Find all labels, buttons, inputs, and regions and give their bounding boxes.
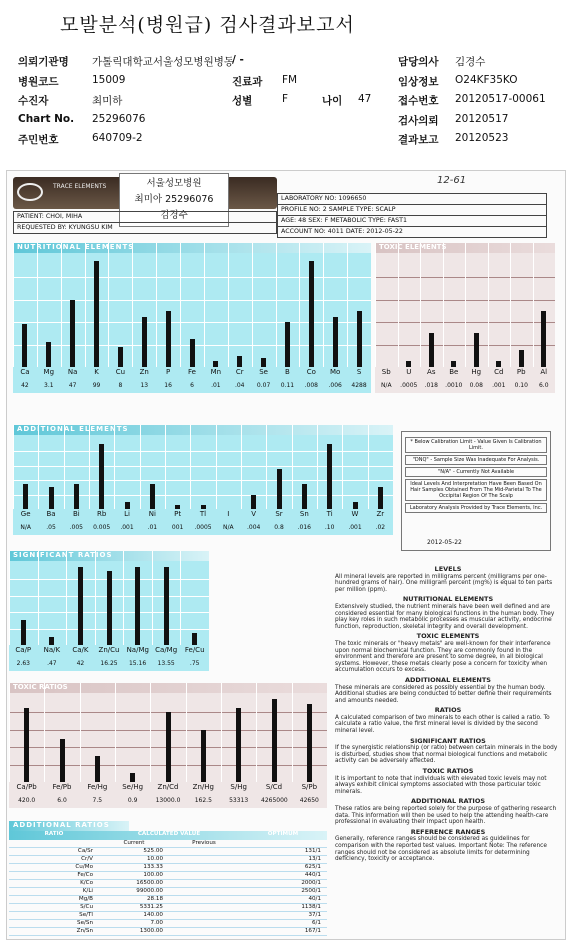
grid-line (13, 495, 393, 496)
value-Se/Hg: 0.9 (127, 797, 138, 804)
label-V: V (251, 510, 257, 518)
label-Mn: Mn (210, 368, 222, 376)
header-l3-0: 담당의사 (398, 56, 439, 68)
value-Hg: 0.08 (469, 382, 483, 389)
bar-Hg (474, 333, 479, 367)
value-Rb: 0.005 (93, 524, 111, 531)
column-divider (165, 425, 166, 509)
label-K: K (94, 368, 99, 376)
section-heading: TOXIC RATIOS (422, 767, 474, 776)
label-Na/Mg: Na/Mg (126, 646, 149, 654)
label-Pt: Pt (174, 510, 182, 518)
column-divider (252, 243, 253, 367)
bar-Be (451, 361, 456, 367)
scanned-report (6, 170, 566, 940)
header-l2b-2: 나이 (322, 95, 343, 107)
label-Na: Na (67, 368, 78, 376)
bar-Zn/Cd (166, 712, 171, 782)
label-Fe/Pb: Fe/Pb (52, 783, 72, 791)
header-l3-4: 결과보고 (398, 134, 439, 146)
label-Sr: Sr (275, 510, 283, 518)
label-Bi: Bi (72, 510, 80, 518)
bar-Na (70, 300, 75, 367)
bar-Pb (519, 350, 524, 367)
value-Co: .008 (304, 382, 318, 389)
value-Fe/Cu: .75 (189, 660, 200, 667)
column-divider (204, 243, 205, 367)
bar-Fe/Pb (60, 739, 65, 783)
label-Rb: Rb (97, 510, 107, 518)
label-Zn/Cu: Zn/Cu (98, 646, 120, 654)
section-text: Generally, reference ranges should be considered as guidelines for comparison with the reported test values. Important Note: The reference ranges should not be considered as absolute limits for determining deficiency, toxicity or acceptance. (335, 836, 547, 863)
value-Al: 6.0 (538, 382, 549, 389)
header-v2b-2: 47 (358, 93, 372, 105)
value-Ca/Pb: 420.0 (18, 797, 36, 804)
bar-Ca (22, 324, 27, 367)
column-divider (317, 425, 318, 509)
column-divider (488, 243, 489, 367)
grid-line (13, 466, 393, 467)
section-text: These ratios are being reported solely for the purpose of gathering research data. This information will then be used to help the attending health-care professional in evaluating their impact upon health. (335, 806, 557, 826)
toxic-elements-chart: TOXIC ELEMENTS Sb N/A U .0005 As .018 Be .0010 Hg 0.08 Cd .001 Pb 0.10 Al 6.0 (375, 243, 555, 393)
value-Cu: 8 (118, 382, 123, 389)
toxic-ratios-chart: TOXIC RATIOS Ca/Pb 420.0 Fe/Pb 6.0 Fe/Hg 7.5 Se/Hg 0.9 Zn/Cd 13000.0 Zn/Hg 162.5 S/Hg 53313 S/Cd 4265000 S/Pb 42650 (9, 683, 327, 808)
bar-Ca/P (21, 620, 26, 645)
column-divider (292, 683, 293, 782)
ratio-row: Se/Sn 7.00 6/1 (9, 920, 327, 928)
bar-V (251, 495, 256, 509)
column-divider (61, 243, 62, 367)
column-divider (80, 683, 81, 782)
column-divider (241, 425, 242, 509)
header-v3-2: 20120517-00061 (455, 93, 546, 105)
column-divider (89, 425, 90, 509)
ratio-row: K/Co 16500.00 2000/1 (9, 880, 327, 888)
patient-table (13, 211, 277, 233)
label-Fe: Fe (188, 368, 196, 376)
grid-line (13, 451, 393, 452)
section-heading: RATIOS (434, 706, 462, 715)
ratio-row: Zn/Sn 1300.00 167/1 (9, 928, 327, 936)
value-Be: .0010 (445, 382, 463, 389)
header-v2-1: FM (282, 73, 298, 86)
value-S/Cd: 4265000 (261, 797, 288, 804)
value-Ge: N/A (20, 524, 31, 531)
label-Fe/Hg: Fe/Hg (87, 783, 108, 791)
column-divider (115, 683, 116, 782)
section-text: If the synergistic relationship (or ratio) between certain minerals in the body is disturbed, studies show that normal biological functions and metabolic activity can be adversely affected. (335, 745, 558, 765)
value-Pt: 001 (171, 524, 184, 531)
value-Ca: 42 (21, 382, 29, 389)
section-heading: ADDITIONAL RATIOS (410, 797, 486, 806)
column-divider (66, 551, 67, 645)
value-Li: .001 (120, 524, 134, 531)
bar-As (429, 333, 434, 367)
label-I: I (227, 510, 230, 518)
label-Ca/Pb: Ca/Pb (16, 783, 37, 791)
value-Ca/K: 42 (76, 660, 85, 667)
bar-Mo (333, 317, 338, 367)
bar-Zn/Hg (201, 730, 206, 782)
label-S/Cd: S/Cd (265, 783, 283, 791)
column-divider (216, 425, 217, 509)
section-heading: REFERENCE RANGES (410, 827, 486, 836)
bar-P (166, 311, 171, 367)
header-v3-4: 20120523 (455, 132, 509, 144)
nutritional-elements-chart: NUTRITIONAL ELEMENTS Ca 42 Mg 3.1 Na 47 K 99 Cu 8 Zn 13 P 16 Fe 6 Mn .01 Cr .04 Se 0.07 B 0.11 Co .008 Mo .006 S 4288 (13, 243, 371, 393)
label-Mo: Mo (330, 368, 341, 376)
bar-Fe/Hg (95, 756, 100, 782)
column-divider (443, 243, 444, 367)
label-Se/Hg: Se/Hg (122, 783, 144, 791)
ratio-row: Mg/B 28.18 40/1 (9, 896, 327, 904)
value-As: .018 (424, 382, 438, 389)
value-S: 4288 (351, 382, 367, 389)
column-divider (108, 243, 109, 367)
column-divider (38, 425, 39, 509)
column-divider (140, 425, 141, 509)
ratio-subheader: Current Previous (9, 840, 327, 848)
label-Zn/Hg: Zn/Hg (192, 783, 214, 791)
label-Zr: Zr (376, 510, 385, 518)
value-B: 0.11 (280, 382, 295, 389)
column-divider (420, 243, 421, 367)
value-Ba: .05 (46, 524, 56, 531)
value-Fe: 6 (190, 382, 194, 389)
value-P: 16 (164, 382, 172, 389)
value-Pb: 0.10 (514, 382, 528, 389)
label-Ca/P: Ca/P (15, 646, 32, 654)
value-Zn: 13 (140, 382, 149, 389)
bar-Na/Mg (135, 567, 140, 645)
label-Cr: Cr (235, 368, 244, 376)
ratio-row: Ca/Sr 525.00 131/1 (9, 848, 327, 856)
bar-S/Cd (272, 699, 277, 782)
column-divider (132, 243, 133, 367)
column-divider (156, 243, 157, 367)
legend-box: * Below Calibration Limit - Value Given Is Calibration Limit. "DNQ" - Sample Size Was Inadequate For Analysis. "N/A" - Currently Not Available Ideal Levels And Interpretation Have Been Based On Hair Samples Obtained From The Mid-Parietal To The Occipital Region Of The Scalp Laboratory Analysis Provided by Trace Elements, Inc. (401, 431, 551, 551)
label-Ca: Ca (20, 368, 30, 376)
column-divider (299, 243, 300, 367)
section-text: Extensively studied, the nutrient minerals have been well defined and are considered essential for many biological functions in the human body. They play key roles in such metabolic processes as muscular activity, endocrine function, reproduction, skeletal integrity and overall development. (335, 603, 555, 630)
header-l1-3: Chart No. (18, 112, 75, 125)
label-Fe/Cu: Fe/Cu (184, 646, 205, 654)
section-text: The toxic minerals or "heavy metals" are well-known for their interference upon normal biochemical function. They are commonly found in the environment and therefore are present to some degree, in all biological systems. However, these metals clearly pose a concern for toxicity when accumulation occurs to excess. (335, 640, 551, 674)
grid-line (13, 480, 393, 481)
section-text: All mineral levels are reported in milligrams percent (milligrams per one-hundred grams of hair). One milligram percent (mg%) is equal to ten parts per million (ppm). (335, 573, 553, 593)
hospital-stamp: 서울성모병원 최미아 25296076 김경수 (119, 173, 229, 227)
label-Ca/Mg: Ca/Mg (155, 646, 178, 654)
value-Zn/Cd: 13000.0 (155, 797, 181, 804)
bar-Cu (118, 347, 123, 367)
value-K: 99 (92, 382, 101, 389)
label-Sb: Sb (381, 368, 391, 376)
column-divider (266, 425, 267, 509)
label-Sn: Sn (299, 510, 309, 518)
additional-elements-chart: ADDITIONAL ELEMENTS Ge N/A Ba .05 Bi .005 Rb 0.005 Li .001 Ni .01 Pt 001 Tl .0005 I N/A V .004 Sr 0.8 Sn .016 Ti .10 W .001 Zr .02 (13, 425, 393, 535)
label-W: W (351, 510, 359, 518)
brand-name: TRACE ELEMENTS (53, 183, 107, 190)
column-divider (152, 551, 153, 645)
header-l1-1: 병원코드 (18, 75, 59, 88)
header-l2-1: 진료과 (232, 75, 263, 88)
value-Mg: 3.1 (44, 382, 54, 389)
label-Cd: Cd (494, 368, 504, 376)
value-Na: 47 (68, 382, 77, 389)
value-Ca/P: 2.63 (16, 660, 30, 667)
label-Na/K: Na/K (43, 646, 61, 654)
value-Zr: .02 (375, 524, 386, 531)
value-Ti: .10 (324, 524, 335, 531)
column-divider (347, 243, 348, 367)
column-divider (256, 683, 257, 782)
column-divider (123, 551, 124, 645)
bar-Ti (327, 444, 332, 509)
report-title: 모발분석(병원급) 검사결과보고서 (60, 14, 355, 36)
column-divider (228, 243, 229, 367)
header-v2-2: F (282, 93, 289, 105)
section-text: These minerals are considered as possibly essential by the human body. Additional studies are being conducted to better define their requirements and amounts needed. (335, 684, 552, 704)
label-Co: Co (306, 368, 316, 376)
value-Na/Mg: 15.16 (128, 660, 147, 667)
label-U: U (406, 368, 412, 376)
column-divider (465, 243, 466, 367)
value-S/Hg: 53313 (229, 797, 249, 804)
bar-Zn/Cu (107, 571, 112, 645)
value-I: N/A (223, 524, 234, 531)
lab-info-table: LABORATORY NO: 1096650 PROFILE NO: 2 SAMPLE TYPE: SCALP AGE: 48 SEX: F METABOLIC TYPE: FAST1 ACCOUNT NO: 4011 DATE: 2012-05-22 (277, 193, 547, 237)
bar-Li (125, 502, 130, 509)
column-divider (9, 683, 10, 782)
bar-Co (309, 261, 314, 367)
bar-Zn (142, 317, 147, 367)
bar-Ca/Mg (164, 567, 169, 645)
bar-Ca/Pb (24, 708, 29, 782)
header-l3-3: 검사의뢰 (398, 114, 439, 127)
column-divider (368, 425, 369, 509)
column-divider (190, 425, 191, 509)
label-Hg: Hg (471, 368, 482, 376)
value-Cr: .04 (234, 382, 245, 389)
ratio-row: K/Li 99000.00 2500/1 (9, 888, 327, 896)
value-Cd: .001 (492, 382, 506, 389)
additional-ratios-table: ADDITIONAL RATIOS RATIO CALCULATED VALUE OPTIMUM Current Previous Ca/Sr 525.00 131/1 Cr/V 10.00 13/1 Cu/Mo 133.33 625/1 Fe/Co 100.00 440/1 K/Co 16500.00 2000/1 K/Li 99000.00 2500/1 Mg/B 28.18 40/1 S/Cu 5331.25 1138/1 Se/Tl 140.00 37/1 Se/Sn 7.00 6/1 Zn/Sn 1300.00 167/1 (9, 821, 327, 936)
bar-Cd (496, 361, 501, 367)
grid-line (13, 322, 371, 323)
label-Mg: Mg (43, 368, 55, 376)
section-heading: NUTRITIONAL ELEMENTS (402, 595, 494, 604)
header-v3-0: 김경수 (455, 56, 486, 68)
value-V: .004 (246, 524, 261, 531)
value-Sb: N/A (380, 382, 392, 389)
header-l2-2: 성별 (232, 95, 253, 107)
label-Tl: Tl (199, 510, 207, 518)
grid-line (13, 277, 371, 278)
header-l1-0: 의뢰기관명 (18, 56, 69, 68)
section-heading: LEVELS (434, 565, 462, 573)
value-W: .001 (348, 524, 362, 531)
value-Mn: .01 (211, 382, 221, 389)
bar-Cr (237, 356, 242, 367)
bar-Sn (302, 484, 307, 509)
value-Na/K: .47 (47, 660, 57, 667)
bar-Ge (23, 484, 28, 509)
column-divider (180, 551, 181, 645)
value-Ni: .01 (147, 524, 158, 531)
value-Mo: .006 (328, 382, 342, 389)
label-Al: Al (540, 368, 548, 376)
header-l1-4: 주민번호 (18, 134, 59, 146)
requested-by: REQUESTED BY: KYUNGSU KIM (13, 222, 277, 234)
column-divider (95, 551, 96, 645)
column-divider (510, 243, 511, 367)
label-Ti: Ti (326, 510, 333, 518)
ratio-row: Cu/Mo 133.33 625/1 (9, 864, 327, 872)
column-divider (114, 425, 115, 509)
column-divider (64, 425, 65, 509)
header-l2-0: / - (232, 54, 244, 66)
bar-Al (541, 311, 546, 367)
value-Bi: .005 (69, 524, 83, 531)
bar-U (406, 361, 411, 367)
value-Zn/Cu: 16.25 (100, 660, 118, 667)
header-l3-1: 임상정보 (398, 75, 439, 88)
bar-Mn (213, 361, 218, 367)
bar-Ca/K (78, 567, 83, 645)
handwritten-date: 12-61 (437, 175, 467, 186)
bar-Se/Hg (130, 773, 135, 782)
bar-S/Hg (236, 708, 241, 782)
column-divider (38, 551, 39, 645)
column-divider (292, 425, 293, 509)
bar-Se (261, 358, 266, 367)
label-Be: Be (449, 368, 459, 376)
column-divider (533, 243, 534, 367)
header-l1-2: 수진자 (18, 95, 49, 107)
header-v3-1: O24KF35KO (455, 73, 518, 86)
column-divider (323, 243, 324, 367)
significant-ratios-chart: SIGNIFICANT RATIOS Ca/P 2.63 Na/K .47 Ca/K 42 Zn/Cu 16.25 Na/Mg 15.16 Ca/Mg 13.55 Fe/Cu .75 (9, 551, 209, 671)
value-Se: 0.07 (256, 382, 271, 389)
bar-Zr (378, 487, 383, 509)
label-Ca/K: Ca/K (72, 646, 89, 654)
legend-date: 2012-05-22 (427, 539, 462, 546)
label-Ni: Ni (148, 510, 156, 518)
bar-Tl (201, 505, 206, 509)
header-v3-3: 20120517 (455, 112, 509, 125)
bar-S (357, 311, 362, 367)
column-divider (375, 243, 376, 367)
bar-Rb (99, 444, 104, 509)
bar-B (285, 322, 290, 367)
header-v1-2: 최미하 (92, 95, 123, 107)
bar-Na/K (49, 637, 54, 645)
header-v1-0: 가톨릭대학교서울성모병원병동 (92, 56, 235, 68)
bar-S/Pb (307, 704, 312, 782)
bar-Bi (74, 484, 79, 509)
label-Zn/Cd: Zn/Cd (157, 783, 179, 791)
value-Fe/Hg: 7.5 (92, 797, 103, 804)
column-divider (186, 683, 187, 782)
ratio-row: Cr/V 10.00 13/1 (9, 856, 327, 864)
column-divider (276, 243, 277, 367)
patient-name: PATIENT: CHOI, MIHA (13, 211, 277, 223)
header-v1-3: 25296076 (92, 112, 146, 125)
column-divider (180, 243, 181, 367)
bar-Ni (150, 484, 155, 509)
bar-Fe/Cu (192, 633, 197, 645)
value-Sn: .016 (297, 524, 311, 531)
label-Li: Li (124, 510, 130, 518)
ratio-row: Se/Tl 140.00 37/1 (9, 912, 327, 920)
explanation-text (335, 563, 561, 863)
column-divider (150, 683, 151, 782)
column-divider (398, 243, 399, 367)
value-S/Pb: 42650 (299, 797, 319, 804)
value-U: .0005 (400, 382, 418, 389)
column-divider (9, 551, 10, 645)
bar-K (94, 261, 99, 367)
bar-Fe (190, 339, 195, 367)
label-S: S (356, 368, 362, 376)
bar-Sr (277, 469, 282, 509)
bar-Ba (49, 487, 54, 509)
column-divider (44, 683, 45, 782)
bar-Mg (46, 342, 51, 367)
bar-W (353, 502, 358, 509)
lab-logo-icon (17, 183, 43, 201)
label-S/Pb: S/Pb (301, 783, 318, 791)
label-Se: Se (259, 368, 268, 376)
ratio-row: Fe/Co 100.00 440/1 (9, 872, 327, 880)
value-Ca/Mg: 13.55 (157, 660, 175, 667)
value-Tl: .0005 (194, 524, 212, 531)
label-Ge: Ge (20, 510, 31, 518)
ratio-table-header: RATIO CALCULATED VALUE OPTIMUM (9, 831, 327, 840)
bar-Pt (175, 505, 180, 509)
label-Cu: Cu (115, 368, 126, 376)
column-divider (85, 243, 86, 367)
ratio-row: S/Cu 5331.25 1138/1 (9, 904, 327, 912)
column-divider (342, 425, 343, 509)
value-Sr: 0.8 (274, 524, 284, 531)
header-v1-4: 640709-2 (92, 132, 143, 144)
label-Zn: Zn (139, 368, 149, 376)
value-Zn/Hg: 162.5 (194, 797, 212, 804)
header-v1-1: 15009 (92, 73, 126, 86)
label-S/Hg: S/Hg (230, 783, 247, 791)
column-divider (221, 683, 222, 782)
section-heading: ADDITIONAL ELEMENTS (405, 675, 491, 684)
grid-line (13, 300, 371, 301)
section-text: It is important to note that individuals with elevated toxic levels may not always exhibit clinical symptoms associated with those particular toxic minerals. (335, 775, 547, 795)
label-Pb: Pb (516, 368, 526, 376)
label-P: P (166, 368, 171, 376)
column-divider (13, 243, 14, 367)
label-B: B (285, 368, 290, 376)
column-divider (37, 243, 38, 367)
value-Fe/Pb: 6.0 (57, 797, 67, 804)
label-As: As (427, 368, 436, 376)
header-l3-2: 접수번호 (398, 95, 439, 107)
section-heading: TOXIC ELEMENTS (416, 632, 480, 641)
section-heading: SIGNIFICANT RATIOS (410, 736, 486, 745)
section-text: A calculated comparison of two minerals to each other is called a ratio. To calculate a ratio value, the first mineral level is divided by the second mineral level. (335, 714, 550, 735)
column-divider (13, 425, 14, 509)
label-Ba: Ba (46, 510, 56, 518)
